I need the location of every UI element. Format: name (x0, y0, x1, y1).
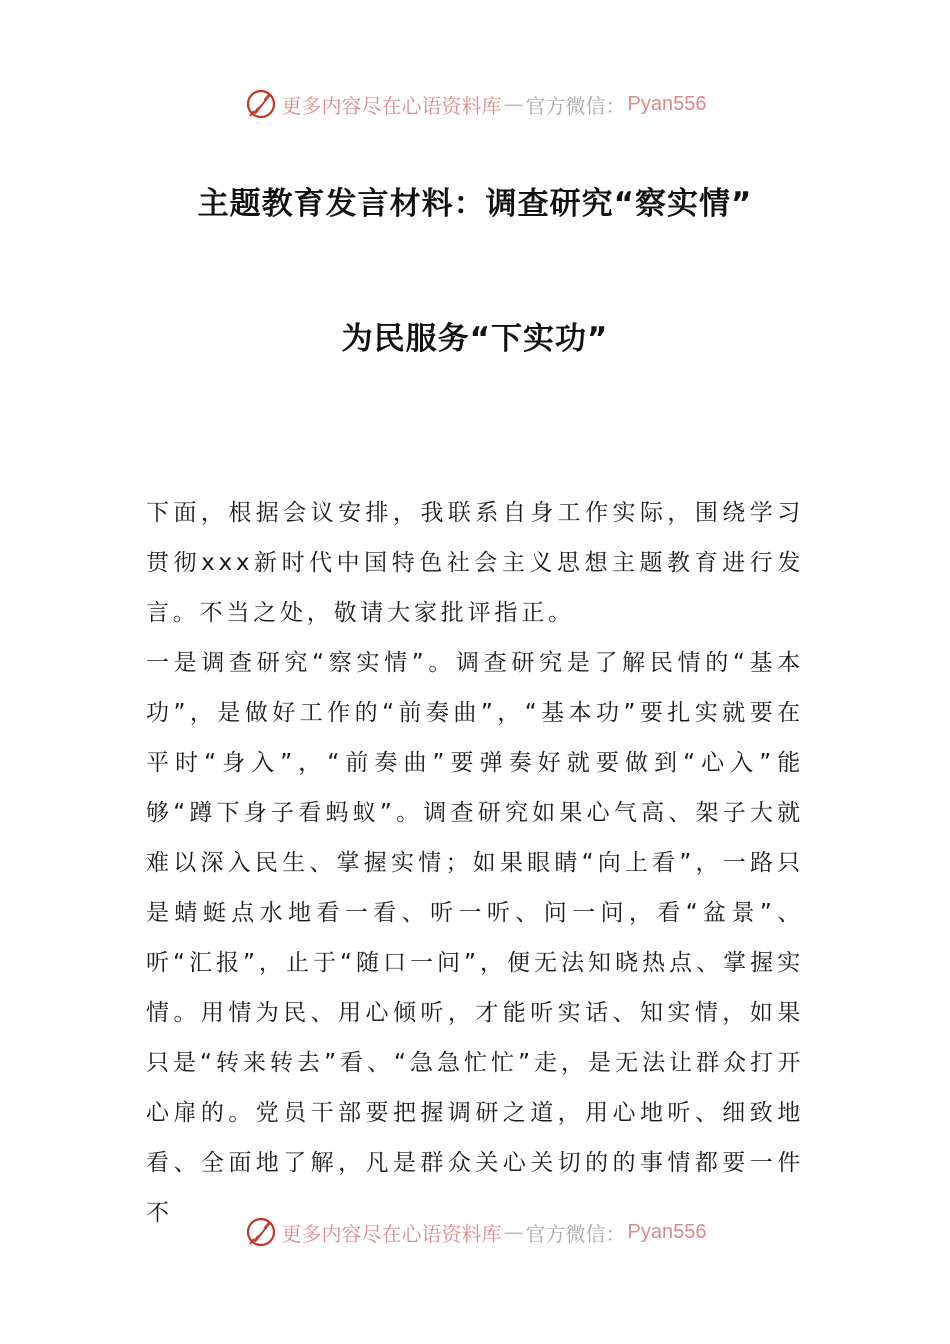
quill-pen-circle-icon (244, 1215, 278, 1249)
watermark-separator: — (503, 1220, 524, 1244)
body-paragraph-section-one: 一是调查研究“察实情”。调查研究是了解民情的“基本功”，是做好工作的“前奏曲”，“基本功”要扎实就要在平时“身入”，“前奏曲”要弹奏好就要做到“心入”能够“蹲下身子看蚂蚁”。调查研究如果心气高、架子大就难以深入民生、掌握实情；如果眼睛“向上看”，一路只是蜻蜓点水地看一看、听一听、问一问，看“盆景”、听“汇报”，止于“随口一问”，便无法知晓热点、掌握实情。用情为民、用心倾听，才能听实话、知实情，如果只是“转来转去”看、“急急忙忙”走，是无法让群众打开心扉的。党员干部要把握调研之道，用心地听、细致地看、全面地了解，凡是群众关心关切的的事情都要一件不 (146, 650, 804, 1226)
watermark-separator: — (503, 92, 524, 116)
document-title-line1: 主题教育发言材料：调查研究“察实情” (197, 186, 753, 222)
quill-pen-circle-icon (244, 87, 278, 121)
watermark-banner-top (0, 84, 950, 124)
watermark-main-text: 更多内容尽在心语资料库 (281, 1221, 502, 1246)
body-paragraph-intro: 下面，根据会议安排，我联系自身工作实际，围绕学习贯彻xxx新时代中国特色社会主义思想主题教育进行发言。不当之处，敬请大家批评指正。 (146, 500, 804, 626)
document-body (146, 488, 804, 1238)
watermark-official-label: 官方微信： (525, 93, 626, 118)
watermark-banner-bottom (0, 1212, 950, 1252)
watermark-main-text: 更多内容尽在心语资料库 (281, 93, 502, 118)
watermark-wechat-id: Pyan556 (627, 1220, 707, 1243)
document-title-line2: 为民服务“下实功” (341, 321, 609, 357)
watermark-wechat-id: Pyan556 (627, 92, 707, 115)
watermark-official-label: 官方微信： (525, 1221, 626, 1246)
